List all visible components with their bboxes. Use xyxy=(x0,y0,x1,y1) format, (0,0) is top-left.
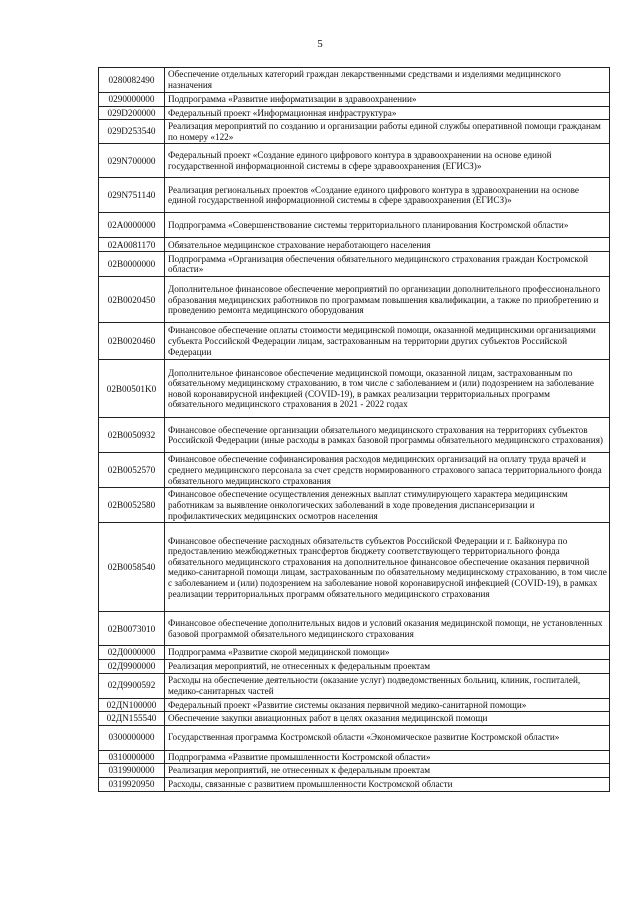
table-row xyxy=(99,360,610,418)
row-description: Реализация мероприятий по созданию и организации работы единой службы оперативной помощи гражданам по номеру «122» xyxy=(165,120,610,144)
row-code: 02B0052570 xyxy=(99,453,165,488)
row-code: 02B0020460 xyxy=(99,323,165,360)
row-description: Финансовое обеспечение расходных обязательств субъектов Российской Федерации и г. Байконура по предоставлению межбюджетных трансфертов бюджету соответствующего территориального фонда обязательного медицинского страхования на дополнительное финансовое обеспечение оказания первичной медико-санитарной помощи лицам, застрахованным по обязательному медицинскому страхованию, в том числе с заболеванием и (или) подозрением на заболевание новой коронавирусной инфекцией (COVID-19), в рамках реализации территориальных программ обязательного медицинского страхования xyxy=(165,523,610,612)
table-row xyxy=(99,252,610,277)
row-description: Обеспечение отдельных категорий граждан лекарственными средствами и изделиями медицинского назначения xyxy=(165,68,610,93)
row-code: 02B0000000 xyxy=(99,252,165,277)
row-code: 0319900000 xyxy=(99,764,165,778)
row-code: 02A0000000 xyxy=(99,213,165,238)
table-row xyxy=(99,144,610,178)
table-row xyxy=(99,523,610,612)
row-code: 02B0073010 xyxy=(99,612,165,646)
table-row xyxy=(99,418,610,453)
row-description: Подпрограмма «Развитие информатизации в здравоохранении» xyxy=(165,93,610,107)
row-code: 02Д0000000 xyxy=(99,646,165,660)
table-row xyxy=(99,673,610,698)
row-code: 0300000000 xyxy=(99,725,165,750)
row-description: Финансовое обеспечение оплаты стоимости медицинской помощи, оказанной медицинскими организациями субъекта Российской Федерации лицам, застрахованным на территории других субъектов Российской Федерации xyxy=(165,323,610,360)
row-code: 02B0058540 xyxy=(99,523,165,612)
row-description: Подпрограмма «Совершенствование системы территориального планирования Костромской области» xyxy=(165,213,610,238)
row-description: Реализация региональных проектов «Создание единого цифрового контура в здравоохранении на основе единой государственной информационной системы в сфере здравоохранения (ЕГИСЗ)» xyxy=(165,178,610,213)
row-description: Государственная программа Костромской области «Экономическое развитие Костромской области» xyxy=(165,725,610,750)
table-row xyxy=(99,453,610,488)
page-number: 5 xyxy=(317,38,323,50)
row-description: Обеспечение закупки авиационных работ в целях оказания медицинской помощи xyxy=(165,712,610,726)
table-row xyxy=(99,120,610,144)
table-row xyxy=(99,698,610,712)
row-description: Федеральный проект «Создание единого цифрового контура в здравоохранении на основе единой государственной информационной системы в сфере здравоохранения (ЕГИСЗ)» xyxy=(165,144,610,178)
row-description: Финансовое обеспечение осуществления денежных выплат стимулирующего характера медицинским работникам за выявление онкологических заболеваний в ходе проведения диспансеризации и профилактических медицинских осмотров населения xyxy=(165,488,610,523)
row-description: Подпрограмма «Организация обеспечения обязательного медицинского страхования граждан Костромской области» xyxy=(165,252,610,277)
row-code: 029N700000 xyxy=(99,144,165,178)
row-code: 0319920950 xyxy=(99,777,165,791)
row-code: 029D253540 xyxy=(99,120,165,144)
table-row xyxy=(99,612,610,646)
row-code: 02A0081170 xyxy=(99,238,165,252)
table-row xyxy=(99,764,610,778)
row-code: 029N751140 xyxy=(99,178,165,213)
row-code: 02B0050932 xyxy=(99,418,165,453)
table-row xyxy=(99,646,610,660)
row-code: 0310000000 xyxy=(99,750,165,764)
row-code: 0280082490 xyxy=(99,68,165,93)
table-row xyxy=(99,213,610,238)
table-row xyxy=(99,238,610,252)
table-row xyxy=(99,277,610,323)
row-description: Финансовое обеспечение организации обязательного медицинского страхования на территориях субъектов Российской Федерации (иные расходы в рамках базовой программы обязательного медицинского страхования) xyxy=(165,418,610,453)
row-description: Подпрограмма «Развитие скорой медицинской помощи» xyxy=(165,646,610,660)
row-description: Финансовое обеспечение дополнительных видов и условий оказания медицинской помощи, не установленных базовой программой обязательного медицинского страхования xyxy=(165,612,610,646)
row-code: 02ДN100000 xyxy=(99,698,165,712)
table-row xyxy=(99,323,610,360)
table-body xyxy=(99,68,610,792)
budget-classification-table xyxy=(98,67,610,792)
table-row xyxy=(99,178,610,213)
row-description: Расходы, связанные с развитием промышленности Костромской области xyxy=(165,777,610,791)
row-description: Федеральный проект «Информационная инфраструктура» xyxy=(165,106,610,120)
table-row xyxy=(99,750,610,764)
row-description: Дополнительное финансовое обеспечение медицинской помощи, оказанной лицам, застрахованным по обязательному медицинскому страхованию, в том числе с заболеванием и (или) подозрением на заболевание новой коронавирусной инфекцией (COVID-19), в рамках реализации территориальных программ обязательного медицинского страхования в 2021 - 2022 годах xyxy=(165,360,610,418)
table-row xyxy=(99,106,610,120)
row-description: Финансовое обеспечение софинансирования расходов медицинских организаций на оплату труда врачей и среднего медицинского персонала за счет средств нормированного страхового запаса территориального фонда обязательного медицинского страхования xyxy=(165,453,610,488)
row-code: 02B0020450 xyxy=(99,277,165,323)
table-row xyxy=(99,725,610,750)
row-description: Реализация мероприятий, не отнесенных к федеральным проектам xyxy=(165,659,610,673)
row-code: 02B0052580 xyxy=(99,488,165,523)
row-code: 029D200000 xyxy=(99,106,165,120)
table-row xyxy=(99,777,610,791)
table-row xyxy=(99,712,610,726)
table-row xyxy=(99,68,610,93)
table-row xyxy=(99,659,610,673)
row-description: Федеральный проект «Развитие системы оказания первичной медико-санитарной помощи» xyxy=(165,698,610,712)
row-description: Расходы на обеспечение деятельности (оказание услуг) подведомственных больниц, клиник, госпиталей, медико-санитарных частей xyxy=(165,673,610,698)
row-description: Дополнительное финансовое обеспечение мероприятий по организации дополнительного профессионального образования медицинских работников по программам повышения квалификации, а также по приобретению и проведению ремонта медицинского оборудования xyxy=(165,277,610,323)
row-code: 02Д9900592 xyxy=(99,673,165,698)
row-code: 02ДN155540 xyxy=(99,712,165,726)
table-row xyxy=(99,488,610,523)
row-code: 0290000000 xyxy=(99,93,165,107)
row-description: Подпрограмма «Развитие промышленности Костромской области» xyxy=(165,750,610,764)
table-row xyxy=(99,93,610,107)
row-code: 02B00501K0 xyxy=(99,360,165,418)
row-description: Реализация мероприятий, не отнесенных к федеральным проектам xyxy=(165,764,610,778)
row-code: 02Д9900000 xyxy=(99,659,165,673)
row-description: Обязательное медицинское страхование неработающего населения xyxy=(165,238,610,252)
